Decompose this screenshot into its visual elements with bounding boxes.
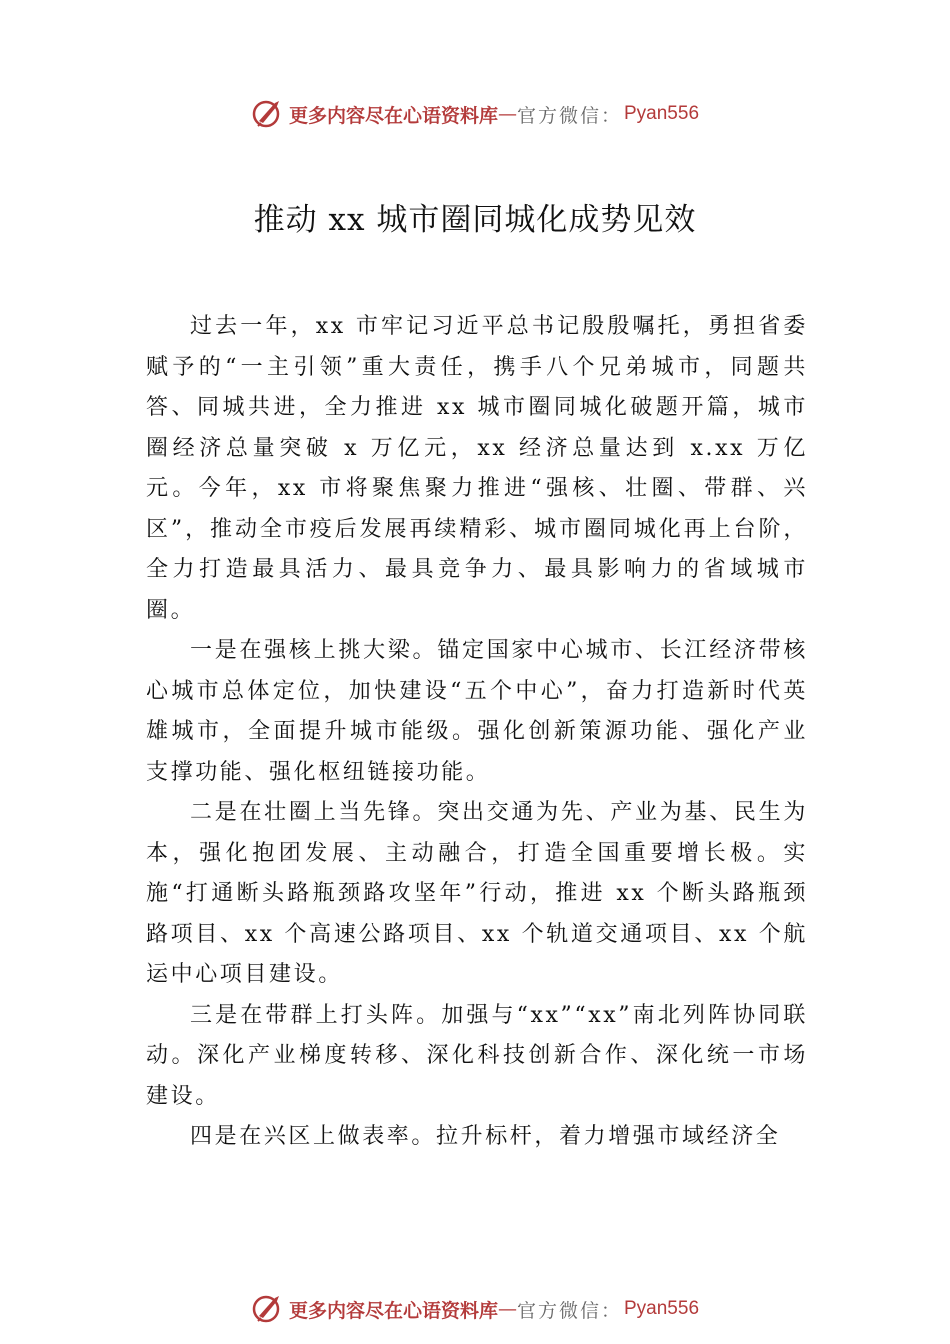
paragraph-point-2: 二是在壮圈上当先锋。突出交通为先、产业为基、民生为本，强化抱团发展、主动融合，打造全国重要增长极。实施“打通断头路瓶颈路攻坚年”行动，推进 xx 个断头路瓶颈路项目、xx 个高速公路项目、xx 个轨道交通项目、xx 个航运中心项目建设。 [146,800,808,987]
header-watermark [0,97,950,131]
watermark-account: Pyan556 [624,103,700,124]
watermark-dash: — [497,1298,517,1320]
paragraph-intro: 过去一年，xx 市牢记习近平总书记殷殷嘱托，勇担省委赋予的“一主引领”重大责任，携手八个兄弟城市，同题共 答、同城共进，全力推进 xx 城市圈同城化破题开篇，城市圈经济总量突破 x 万亿元，xx 经济总量达到 x.xx 万亿元。今年，xx 市将聚焦聚力推进“强核、壮圈、带群、兴区”，推动全市疫后发展再续精彩、城市圈同城化再上台阶，全力打造最具活力、最具竞争力、最具影响力的省域城市圈。 [146,314,808,623]
quill-pen-icon [251,97,285,131]
document-title: 推动 xx 城市圈同城化成势见效 [253,202,697,238]
watermark-brand: 更多内容尽在心语资料库 [288,104,498,127]
watermark-official-label: 官方微信： [516,1299,622,1322]
document-body [146,307,808,1158]
watermark-account: Pyan556 [624,1298,700,1319]
quill-pen-icon [251,1292,285,1326]
paragraph-point-3: 三是在带群上打头阵。加强与“xx”“xx”南北列阵协同联动。深化产业梯度转移、深化科技创新合作、深化统一市场建设。 [146,1002,808,1109]
watermark-dash: — [497,103,517,125]
watermark-official-label: 官方微信： [516,104,622,127]
footer-watermark [0,1292,950,1326]
paragraph-point-1: 一是在强核上挑大梁。锚定国家中心城市、长江经济带核心城市总体定位，加快建设“五个中心”，奋力打造新时代英雄城市，全面提升城市能级。强化创新策源功能、强化产业支撑功能、强化枢纽链接功能。 [146,638,808,785]
watermark-brand: 更多内容尽在心语资料库 [288,1299,498,1322]
paragraph-point-4: 四是在兴区上做表率。拉升标杆，着力增强市域经济全 [190,1124,781,1149]
